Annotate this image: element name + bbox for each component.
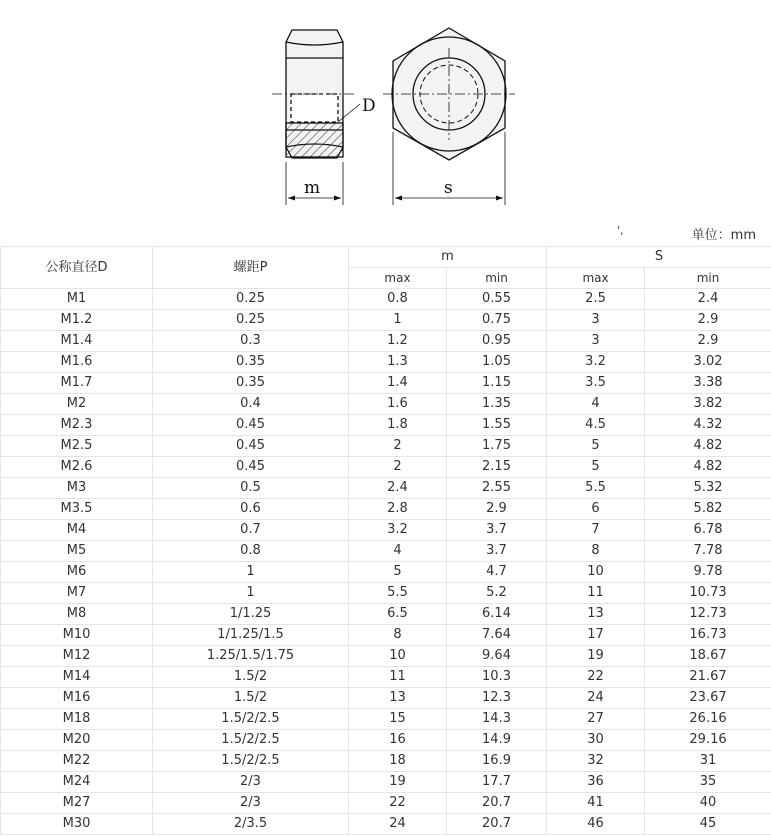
cell-m-max: 5.5	[349, 583, 447, 604]
cell-s-max: 41	[547, 793, 645, 814]
table-row	[1, 730, 771, 751]
cell-s-max: 17	[547, 625, 645, 646]
cell-m-max: 4	[349, 541, 447, 562]
cell-pitch: 0.25	[153, 310, 349, 331]
table-row	[1, 478, 771, 499]
cell-nominal: M2.3	[1, 415, 153, 436]
header-nominal-diameter: 公称直径D	[1, 247, 153, 289]
cell-s-max: 4.5	[547, 415, 645, 436]
label-m: m	[304, 178, 321, 198]
cell-nominal: M12	[1, 646, 153, 667]
cell-pitch: 1.25/1.5/1.75	[153, 646, 349, 667]
hex-nut-drawing	[0, 0, 771, 222]
cell-m-min: 20.7	[447, 814, 547, 835]
cell-m-min: 4.7	[447, 562, 547, 583]
cell-nominal: M27	[1, 793, 153, 814]
cell-s-max: 3.5	[547, 373, 645, 394]
cell-s-max: 6	[547, 499, 645, 520]
cell-m-min: 14.9	[447, 730, 547, 751]
cell-nominal: M10	[1, 625, 153, 646]
cell-s-min: 16.73	[645, 625, 771, 646]
cell-pitch: 1.5/2	[153, 667, 349, 688]
cell-s-min: 5.82	[645, 499, 771, 520]
header-m-min: min	[447, 268, 547, 289]
table-row	[1, 541, 771, 562]
cell-pitch: 1.5/2/2.5	[153, 709, 349, 730]
cell-s-min: 31	[645, 751, 771, 772]
cell-s-max: 32	[547, 751, 645, 772]
cell-s-min: 7.78	[645, 541, 771, 562]
cell-nominal: M8	[1, 604, 153, 625]
cell-m-min: 0.55	[447, 289, 547, 310]
cell-s-max: 4	[547, 394, 645, 415]
cell-s-max: 11	[547, 583, 645, 604]
unit-row	[0, 222, 771, 246]
cell-pitch: 1.5/2/2.5	[153, 730, 349, 751]
cell-s-max: 46	[547, 814, 645, 835]
table-row	[1, 772, 771, 793]
cell-m-min: 1.55	[447, 415, 547, 436]
cell-s-min: 5.32	[645, 478, 771, 499]
cell-nominal: M3.5	[1, 499, 153, 520]
cell-nominal: M1.2	[1, 310, 153, 331]
cell-m-max: 8	[349, 625, 447, 646]
cell-pitch: 2/3.5	[153, 814, 349, 835]
cell-s-max: 5.5	[547, 478, 645, 499]
table-row	[1, 352, 771, 373]
table-row	[1, 415, 771, 436]
cell-m-max: 3.2	[349, 520, 447, 541]
cell-m-max: 24	[349, 814, 447, 835]
cell-m-min: 1.75	[447, 436, 547, 457]
cell-s-min: 18.67	[645, 646, 771, 667]
cell-pitch: 0.4	[153, 394, 349, 415]
cell-pitch: 0.45	[153, 436, 349, 457]
cell-s-min: 12.73	[645, 604, 771, 625]
cell-nominal: M4	[1, 520, 153, 541]
cell-s-min: 3.38	[645, 373, 771, 394]
table-row	[1, 625, 771, 646]
cell-s-min: 6.78	[645, 520, 771, 541]
label-d: D	[362, 96, 376, 116]
cell-pitch: 0.5	[153, 478, 349, 499]
cell-s-max: 7	[547, 520, 645, 541]
cell-pitch: 1.5/2/2.5	[153, 751, 349, 772]
cell-nominal: M20	[1, 730, 153, 751]
cell-s-max: 24	[547, 688, 645, 709]
cell-nominal: M2	[1, 394, 153, 415]
cell-m-min: 14.3	[447, 709, 547, 730]
cell-nominal: M2.5	[1, 436, 153, 457]
cell-m-min: 6.14	[447, 604, 547, 625]
stray-mark: ',	[617, 224, 624, 237]
cell-m-max: 5	[349, 562, 447, 583]
cell-m-max: 1	[349, 310, 447, 331]
cell-s-min: 26.16	[645, 709, 771, 730]
cell-s-min: 2.9	[645, 331, 771, 352]
cell-s-min: 29.16	[645, 730, 771, 751]
cell-m-max: 13	[349, 688, 447, 709]
cell-m-min: 2.15	[447, 457, 547, 478]
cell-nominal: M30	[1, 814, 153, 835]
table-row	[1, 562, 771, 583]
cell-m-max: 1.4	[349, 373, 447, 394]
table-row	[1, 646, 771, 667]
cell-nominal: M3	[1, 478, 153, 499]
hex-nut-spec-table	[0, 246, 771, 835]
cell-pitch: 1.5/2	[153, 688, 349, 709]
cell-pitch: 2/3	[153, 793, 349, 814]
table-row	[1, 289, 771, 310]
table-row	[1, 688, 771, 709]
cell-m-max: 10	[349, 646, 447, 667]
cell-m-max: 1.6	[349, 394, 447, 415]
cell-nominal: M16	[1, 688, 153, 709]
cell-pitch: 1	[153, 583, 349, 604]
cell-s-max: 5	[547, 436, 645, 457]
cell-s-min: 23.67	[645, 688, 771, 709]
cell-m-max: 15	[349, 709, 447, 730]
cell-s-max: 5	[547, 457, 645, 478]
cell-s-min: 2.4	[645, 289, 771, 310]
cell-s-min: 10.73	[645, 583, 771, 604]
cell-m-max: 1.2	[349, 331, 447, 352]
cell-m-max: 18	[349, 751, 447, 772]
header-s-min: min	[645, 268, 771, 289]
cell-m-max: 16	[349, 730, 447, 751]
cell-m-max: 22	[349, 793, 447, 814]
table-row	[1, 499, 771, 520]
table-row	[1, 604, 771, 625]
cell-m-min: 10.3	[447, 667, 547, 688]
cell-m-max: 2	[349, 436, 447, 457]
cell-s-max: 22	[547, 667, 645, 688]
cell-s-min: 35	[645, 772, 771, 793]
cell-nominal: M1.7	[1, 373, 153, 394]
cell-s-min: 4.32	[645, 415, 771, 436]
cell-m-min: 1.35	[447, 394, 547, 415]
cell-nominal: M18	[1, 709, 153, 730]
cell-s-max: 8	[547, 541, 645, 562]
header-s: S	[547, 247, 771, 268]
cell-s-min: 9.78	[645, 562, 771, 583]
cell-m-min: 5.2	[447, 583, 547, 604]
table-row	[1, 709, 771, 730]
cell-s-min: 45	[645, 814, 771, 835]
cell-m-max: 1.3	[349, 352, 447, 373]
cell-pitch: 1/1.25/1.5	[153, 625, 349, 646]
cell-m-max: 2.8	[349, 499, 447, 520]
cell-s-max: 30	[547, 730, 645, 751]
table-row	[1, 436, 771, 457]
cell-m-max: 2.4	[349, 478, 447, 499]
cell-s-min: 21.67	[645, 667, 771, 688]
cell-s-max: 27	[547, 709, 645, 730]
cell-m-max: 11	[349, 667, 447, 688]
cell-s-max: 19	[547, 646, 645, 667]
table-row	[1, 310, 771, 331]
table-row	[1, 457, 771, 478]
cell-pitch: 0.45	[153, 457, 349, 478]
cell-pitch: 1	[153, 562, 349, 583]
cell-m-max: 19	[349, 772, 447, 793]
cell-s-min: 2.9	[645, 310, 771, 331]
cell-m-min: 12.3	[447, 688, 547, 709]
cell-pitch: 0.7	[153, 520, 349, 541]
cell-nominal: M24	[1, 772, 153, 793]
cell-m-min: 7.64	[447, 625, 547, 646]
cell-m-min: 0.75	[447, 310, 547, 331]
header-s-max: max	[547, 268, 645, 289]
cell-nominal: M22	[1, 751, 153, 772]
table-row	[1, 331, 771, 352]
cell-pitch: 1/1.25	[153, 604, 349, 625]
cell-s-min: 3.02	[645, 352, 771, 373]
cell-s-min: 4.82	[645, 457, 771, 478]
cell-pitch: 0.3	[153, 331, 349, 352]
cell-nominal: M14	[1, 667, 153, 688]
cell-m-max: 1.8	[349, 415, 447, 436]
header-m-max: max	[349, 268, 447, 289]
cell-m-min: 9.64	[447, 646, 547, 667]
cell-pitch: 2/3	[153, 772, 349, 793]
table-row	[1, 373, 771, 394]
cell-m-min: 16.9	[447, 751, 547, 772]
cell-nominal: M1.6	[1, 352, 153, 373]
table-row	[1, 793, 771, 814]
cell-m-max: 2	[349, 457, 447, 478]
table-row	[1, 667, 771, 688]
cell-pitch: 0.6	[153, 499, 349, 520]
label-s: s	[444, 178, 453, 198]
cell-s-max: 10	[547, 562, 645, 583]
cell-m-min: 2.55	[447, 478, 547, 499]
header-row-1	[1, 247, 771, 268]
cell-m-max: 6.5	[349, 604, 447, 625]
cell-m-min: 1.05	[447, 352, 547, 373]
cell-pitch: 0.35	[153, 373, 349, 394]
cell-m-min: 20.7	[447, 793, 547, 814]
cell-m-min: 2.9	[447, 499, 547, 520]
cell-s-max: 2.5	[547, 289, 645, 310]
cell-s-min: 4.82	[645, 436, 771, 457]
table-row	[1, 751, 771, 772]
cell-s-max: 36	[547, 772, 645, 793]
cell-nominal: M1	[1, 289, 153, 310]
cell-nominal: M5	[1, 541, 153, 562]
cell-s-max: 13	[547, 604, 645, 625]
cell-nominal: M6	[1, 562, 153, 583]
unit-label: 单位：mm	[691, 228, 756, 243]
cell-s-min: 40	[645, 793, 771, 814]
cell-pitch: 0.45	[153, 415, 349, 436]
cell-s-max: 3.2	[547, 352, 645, 373]
table-row	[1, 520, 771, 541]
cell-m-min: 3.7	[447, 520, 547, 541]
header-m: m	[349, 247, 547, 268]
table-row	[1, 394, 771, 415]
table-row	[1, 814, 771, 835]
cell-s-max: 3	[547, 310, 645, 331]
cell-nominal: M2.6	[1, 457, 153, 478]
cell-s-min: 3.82	[645, 394, 771, 415]
cell-s-max: 3	[547, 331, 645, 352]
cell-pitch: 0.35	[153, 352, 349, 373]
cell-pitch: 0.8	[153, 541, 349, 562]
cell-m-min: 17.7	[447, 772, 547, 793]
cell-nominal: M1.4	[1, 331, 153, 352]
cell-m-max: 0.8	[349, 289, 447, 310]
cell-pitch: 0.25	[153, 289, 349, 310]
cell-nominal: M7	[1, 583, 153, 604]
cell-m-min: 1.15	[447, 373, 547, 394]
table-row	[1, 583, 771, 604]
header-pitch: 螺距P	[153, 247, 349, 289]
cell-m-min: 3.7	[447, 541, 547, 562]
cell-m-min: 0.95	[447, 331, 547, 352]
